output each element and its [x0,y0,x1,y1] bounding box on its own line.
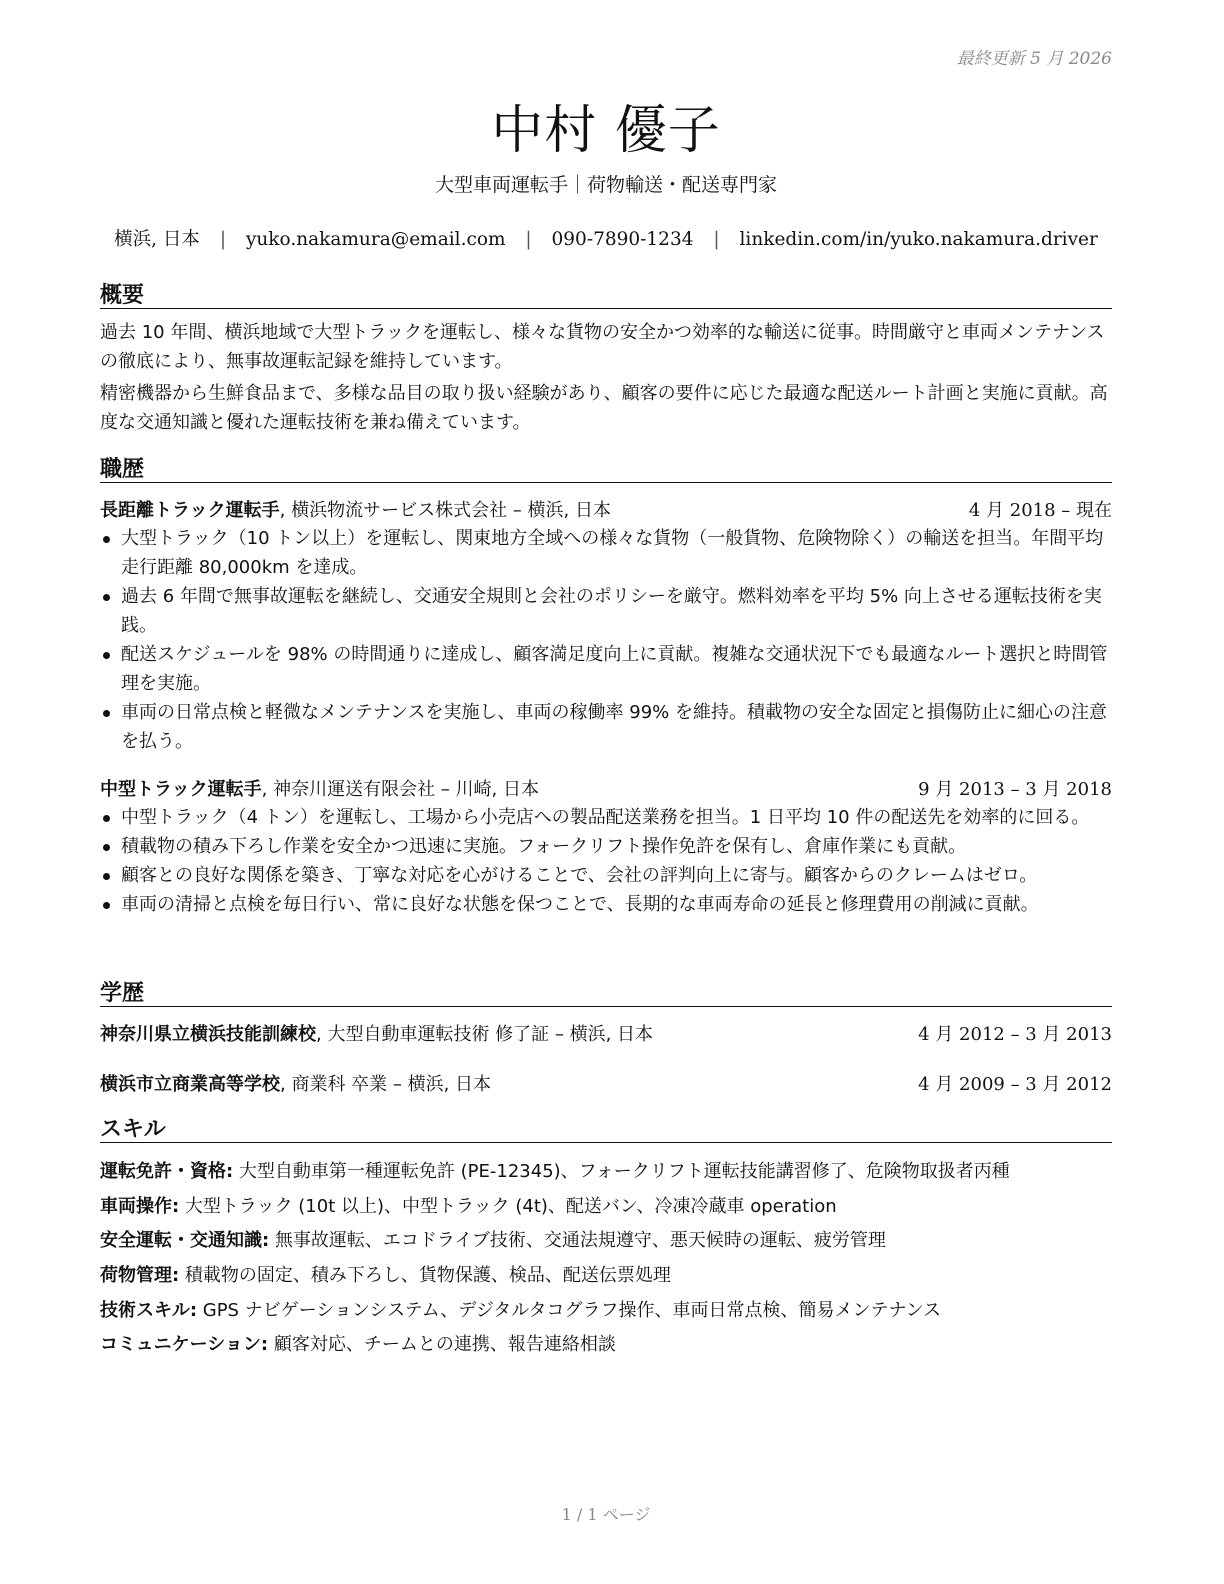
job-company: , 横浜物流サービス株式会社 – 横浜, 日本 [279,500,611,521]
skill-text: 無事故運転、エコドライブ技術、交通法規遵守、悪天候時の運転、疲労管理 [269,1230,886,1251]
contact-linkedin[interactable]: linkedin.com/in/yuko.nakamura.driver [739,229,1098,250]
job-bullet: 積載物の積み下ろし作業を安全かつ迅速に実施。フォークリフト操作免許を保有し、倉庫作業にも貢献。 [100,832,1112,861]
job-bullet: 過去 6 年間で無事故運転を継続し、交通安全規則と会社のポリシーを厳守。燃料効率を平均 5% 向上させる運転技術を実践。 [100,582,1112,640]
job-role: 中型トラック運転手 [100,779,262,800]
skill-category: 車両操作: [100,1196,180,1217]
education-school: 横浜市立商業高等学校 [100,1074,280,1095]
job-title: 大型車両運転手｜荷物輸送・配送専門家 [434,174,777,196]
education-dates: 4 月 2012 – 3 月 2013 [918,1024,1112,1045]
job-role: 長距離トラック運転手 [100,500,280,521]
resume-page [100,0,1112,1584]
skill-line [100,1261,1112,1287]
skill-line [100,1157,1112,1183]
education-dates: 4 月 2009 – 3 月 2012 [918,1074,1112,1095]
skill-line [100,1226,1112,1252]
job-bullet: 配送スケジュールを 98% の時間通りに達成し、顧客満足度向上に貢献。複雑な交通状況下でも最適なルート選択と時間管理を実施。 [100,640,1112,698]
summary-paragraph: 精密機器から生鮮食品まで、多様な品目の取り扱い経験があり、顧客の要件に応じた最適な配送ルート計画と実施に貢献。高度な交通知識と優れた運転技術を兼ね備えています。 [100,383,1108,433]
job-dates: 9 月 2013 – 3 月 2018 [918,779,1112,800]
last-updated: 最終更新 5 月 2026 [956,49,1112,69]
education-detail: , 商業科 卒業 – 横浜, 日本 [280,1074,492,1095]
skill-line [100,1192,1112,1218]
skill-text: 顧客対応、チームとの連携、報告連絡相談 [268,1334,616,1355]
candidate-name: 中村 優子 [491,101,721,161]
education-entry [100,1070,1112,1096]
summary-paragraph: 過去 10 年間、横浜地域で大型トラックを運転し、様々な貨物の安全かつ効率的な輸送に従事。時間厳守と車両メンテナンスの徹底により、無事故運転記録を維持しています。 [100,322,1105,372]
contact-location: 横浜, 日本 [114,229,200,250]
skill-text: GPS ナビゲーションシステム、デジタルタコグラフ操作、車両日常点検、簡易メンテナンス [197,1300,942,1321]
job-bullet: 中型トラック（4 トン）を運転し、工場から小売店への製品配送業務を担当。1 日平均 10 件の配送先を効率的に回る。 [100,803,1112,832]
skill-category: 安全運転・交通知識: [100,1230,270,1251]
skill-text: 大型自動車第一種運転免許 (PE-12345)、フォークリフト運転技能講習修了、危険物取扱者丙種 [233,1161,1010,1182]
education-entry [100,1020,1112,1046]
section-title-education: 学歴 [100,976,1112,1007]
skill-category: 荷物管理: [100,1265,180,1286]
skill-category: 運転免許・資格: [100,1161,234,1182]
contact-line [100,225,1112,251]
section-title-experience: 職歴 [100,452,1112,483]
page-number: 1 / 1 ページ [561,1505,651,1524]
job-header [100,496,1112,522]
job-bullet: 車両の清掃と点検を毎日行い、常に良好な状態を保つことで、長期的な車両寿命の延長と修理費用の削減に貢献。 [100,890,1112,919]
job-bullets [100,803,1112,919]
job-bullet: 車両の日常点検と軽微なメンテナンスを実施し、車両の稼働率 99% を維持。積載物の安全な固定と損傷防止に細心の注意を払う。 [100,698,1112,756]
section-title-skills: スキル [100,1112,1112,1143]
skill-category: コミュニケーション: [100,1334,269,1355]
contact-email[interactable]: yuko.nakamura@email.com [245,229,506,250]
contact-separator: | [525,229,532,250]
job-bullet: 顧客との良好な関係を築き、丁寧な対応を心がけることで、会社の評判向上に寄与。顧客からのクレームはゼロ。 [100,861,1112,890]
job-dates: 4 月 2018 – 現在 [968,500,1112,521]
skill-text: 大型トラック (10t 以上)、中型トラック (4t)、配送バン、冷凍冷蔵車 operation [179,1196,837,1217]
contact-separator: | [219,229,227,250]
contact-separator: | [713,229,720,250]
job-bullets [100,524,1112,756]
skill-line [100,1330,1112,1356]
education-detail: , 大型自動車運転技術 修了証 – 横浜, 日本 [316,1024,654,1045]
job-company: , 神奈川運送有限会社 – 川崎, 日本 [261,779,539,800]
contact-phone: 090-7890-1234 [551,229,694,250]
section-title-summary: 概要 [100,278,1112,309]
education-school: 神奈川県立横浜技能訓練校 [100,1024,316,1045]
job-header [100,775,1112,801]
job-bullet: 大型トラック（10 トン以上）を運転し、関東地方全域への様々な貨物（一般貨物、危険物除く）の輸送を担当。年間平均走行距離 80,000km を達成。 [100,524,1112,582]
skill-line [100,1296,1112,1322]
skill-category: 技術スキル: [100,1300,198,1321]
skill-text: 積載物の固定、積み下ろし、貨物保護、検品、配送伝票処理 [179,1265,671,1286]
